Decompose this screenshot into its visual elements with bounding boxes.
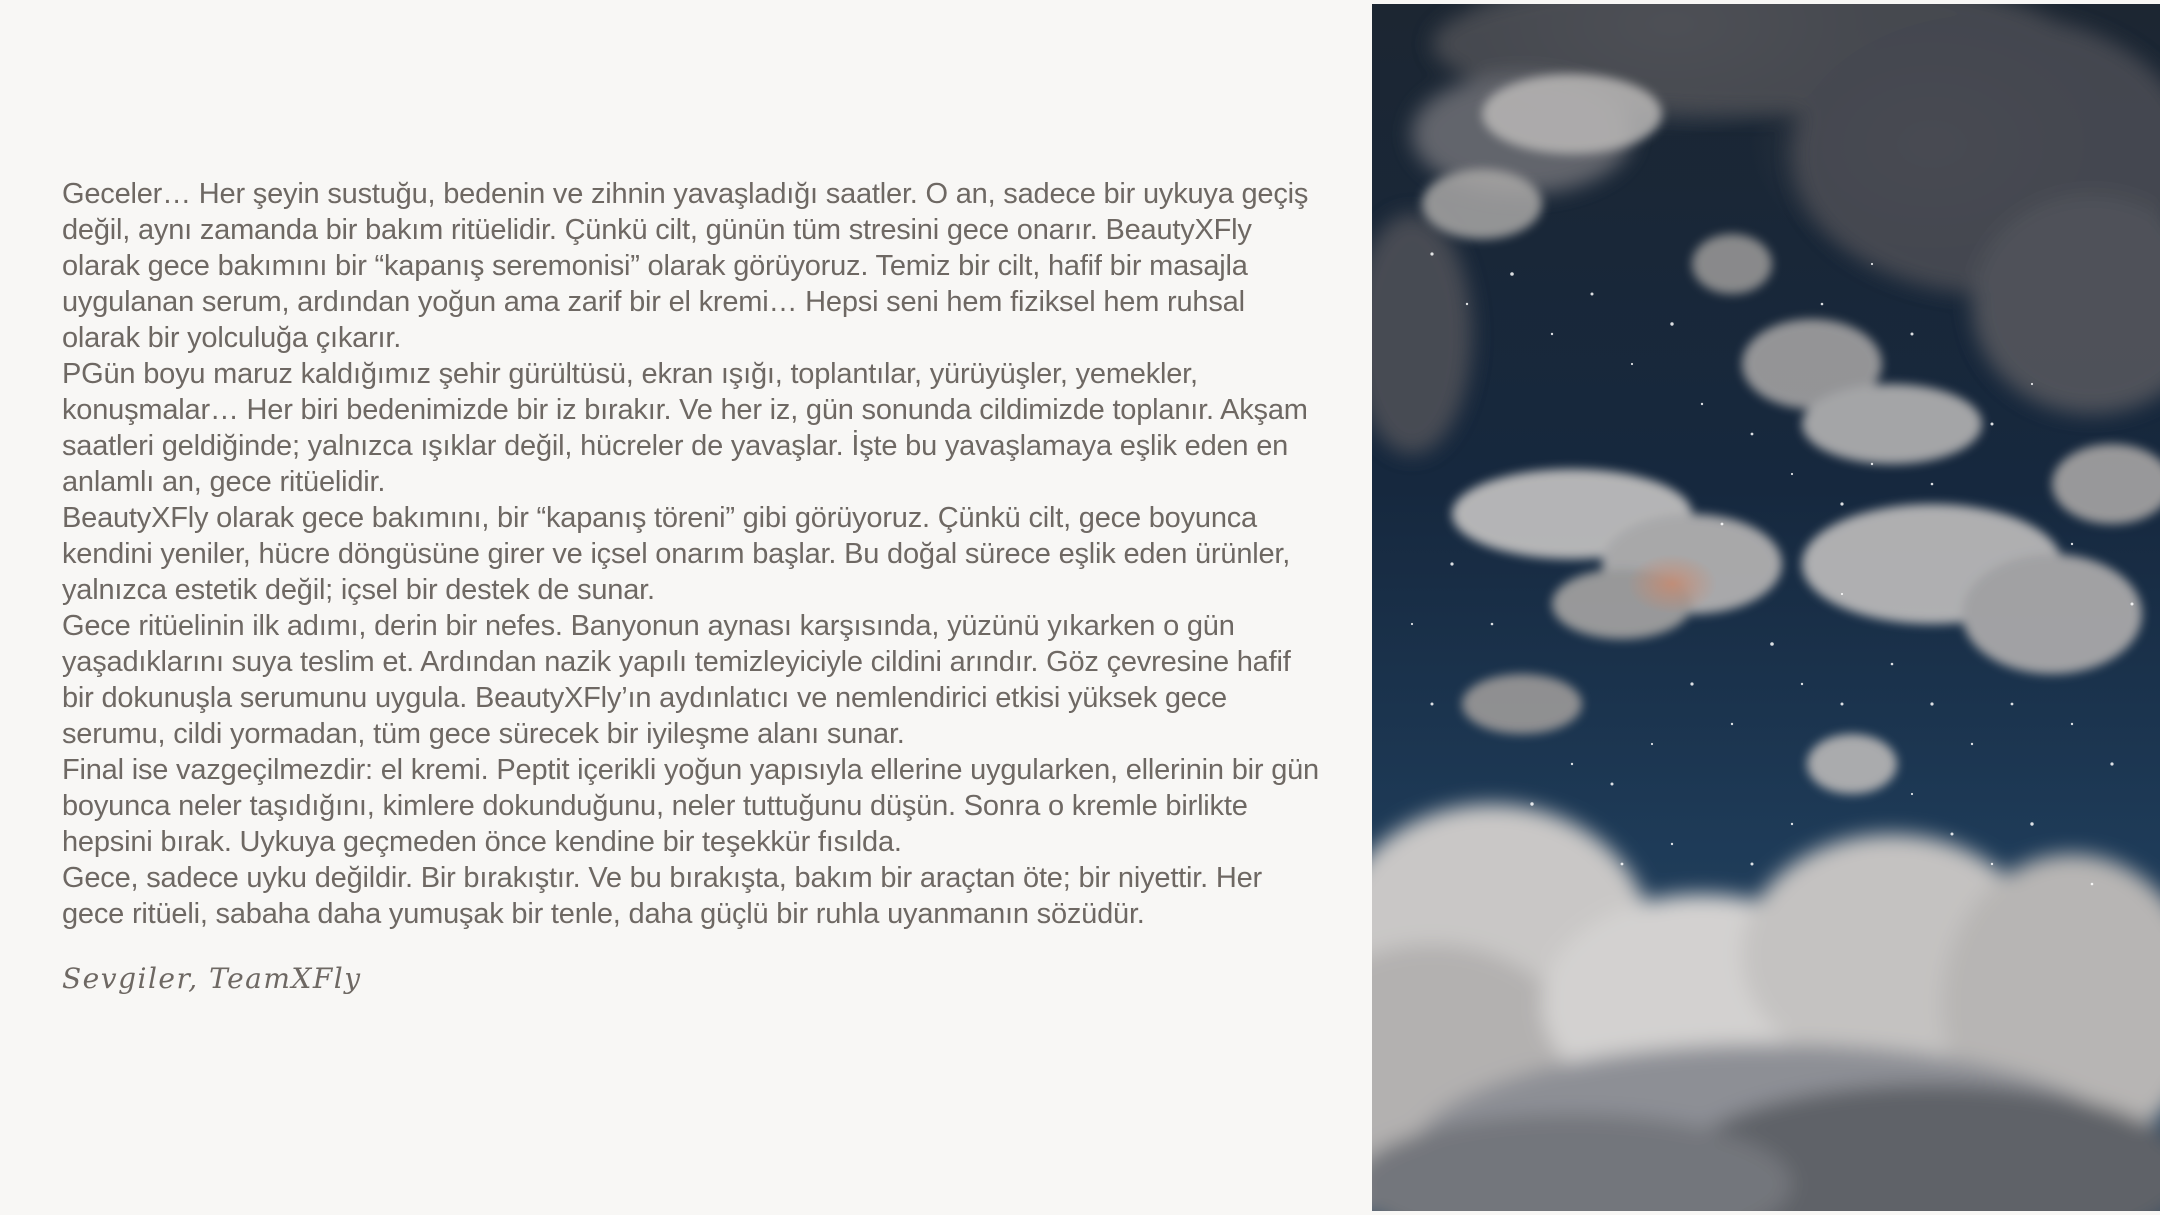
paragraph-closing-ceremony: BeautyXFly olarak gece bakımını, bir “kapanış töreni” gibi görüyoruz. Çünkü cilt, gece boyunca kendini yeniler, hücre döngüsüne girer ve içsel onarım başlar. Bu doğal sürece eşlik eden ürünler, yalnızca estetik değil; içsel bir destek de sunar. — [62, 502, 1291, 606]
night-sky-photo — [1372, 4, 2160, 1211]
signature: Sevgiler, TeamXFly — [62, 962, 362, 995]
paragraph-conclusion: Gece, sadece uyku değildir. Bir bırakıştır. Ve bu bırakışta, bakım bir araçtan öte; bir niyettir. Her gece ritüeli, sabaha daha yumuşak bir tenle, daha güçlü bir ruhla uyanmanın sözüdür. — [62, 862, 1262, 930]
paragraph-first-step: Gece ritüelinin ilk adımı, derin bir nefes. Banyonun aynası karşısında, yüzünü yıkarken o gün yaşadıklarını suya teslim et. Ardından nazik yapılı temizleyiciyle cildini arındır. Göz çevresine hafif bir dokunuşla serumunu uygula. BeautyXFly’ın aydınlatıcı ve nemlendirici etkisi yüksek gece serumu, cildi yormadan, tüm gece sürecek bir iyileşme alanı sunar. — [62, 610, 1291, 750]
lower-clouds — [1372, 804, 2160, 1211]
paragraph-city-day: PGün boyu maruz kaldığımız şehir gürültüsü, ekran ışığı, toplantılar, yürüyüşler, yemekler, konuşmalar… Her biri bedenimizde bir iz bırakır. Ve her iz, gün sonunda cildimizde toplanır. Akşam saatleri geldiğinde; yalnızca ışıklar değil, hücreler de yavaşlar. İşte bu yavaşlamaya eşlik eden en anlamlı an, gece ritüelidir. — [62, 358, 1308, 498]
paragraph-hand-cream: Final ise vazgeçilmezdir: el kremi. Peptit içerikli yoğun yapısıyla ellerine uygularken, ellerinin bir gün boyunca neler taşıdığını, kimlere dokunduğunu, neler tuttuğunu düşün. Sonra o kremle birlikte hepsini bırak. Uykuya geçmeden önce kendine bir teşekkür fısılda. — [62, 754, 1319, 858]
warm-glow — [1627, 554, 1717, 614]
sky-illustration — [1372, 4, 2160, 1211]
middle-clouds — [1452, 444, 2160, 794]
paragraph-intro: Geceler… Her şeyin sustuğu, bedenin ve zihnin yavaşladığı saatler. O an, sadece bir uykuya geçiş değil, aynı zamanda bir bakım ritüelidir. Çünkü cilt, günün tüm stresini gece onarır. BeautyXFly olarak gece bakımını bir “kapanış seremonisi” olarak görüyoruz. Temiz bir cilt, hafif bir masajla uygulanan serum, ardından yoğun ama zarif bir el kremi… Hepsi seni hem fiziksel hem ruhsal olarak bir yolculuğa çıkarır. — [62, 178, 1309, 354]
article-body — [62, 176, 1322, 932]
article-column — [62, 176, 1322, 995]
